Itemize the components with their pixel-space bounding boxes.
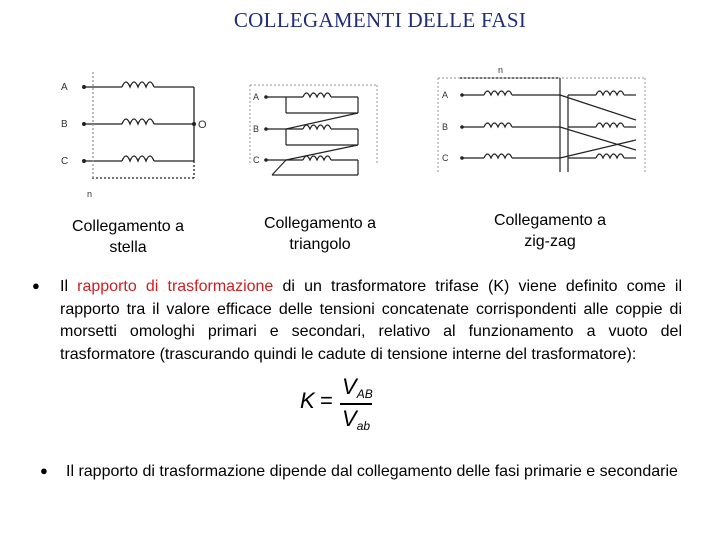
delta-label-c: C	[253, 155, 260, 165]
star-label-b: B	[61, 119, 68, 130]
definition-text-rest: di un trasformatore trifase (K) viene definito come il rapporto tra il valore efficace delle tensioni concatenate corrispondenti alle coppie di morsetti omologhi primari e secondari, relativo al funzionamento a vuoto del trasformatore (trascurando quindi le cadute di tensione interne del trasformatore):	[60, 278, 683, 363]
star-caption: Collegamento a stella	[71, 218, 185, 256]
page-title: COLLEGAMENTI DELLE FASI	[233, 8, 527, 32]
star-connection-diagram	[84, 72, 194, 180]
delta-label-a: A	[253, 92, 260, 102]
star-label-center: O	[198, 119, 207, 131]
fraction-bar	[340, 403, 372, 405]
delta-caption: Collegamento a triangolo	[263, 215, 377, 253]
zigzag-label-neutral: n	[498, 65, 504, 75]
star-label-a: A	[61, 82, 68, 93]
formula-denominator: $V_{ab}$	[342, 406, 371, 433]
zigzag-connection-diagram	[438, 78, 645, 172]
zigzag-label-b: B	[442, 122, 449, 132]
star-label-c: C	[61, 156, 69, 167]
star-label-neutral: n	[87, 189, 93, 199]
zigzag-label-a: A	[442, 90, 449, 100]
dependency-paragraph: Il rapporto di trasformazione dipende dal collegamento delle fasi primarie e secondarie	[66, 463, 678, 480]
ratio-formula	[296, 374, 386, 432]
definition-text-start: Il	[60, 278, 78, 295]
delta-label-b: B	[253, 124, 260, 134]
highlight-term: rapporto di trasformazione	[77, 278, 274, 295]
definition-paragraph	[60, 276, 682, 366]
delta-connection-diagram	[250, 85, 377, 175]
bullet-marker: ●	[40, 463, 48, 478]
formula-lhs: K	[300, 388, 315, 413]
zigzag-caption: Collegamento a zig-zag	[493, 212, 607, 250]
bullet-marker: ●	[32, 278, 40, 293]
formula-equals: =	[320, 388, 333, 413]
formula-numerator: $V_{AB}$	[342, 374, 373, 401]
zigzag-label-c: C	[442, 153, 449, 163]
